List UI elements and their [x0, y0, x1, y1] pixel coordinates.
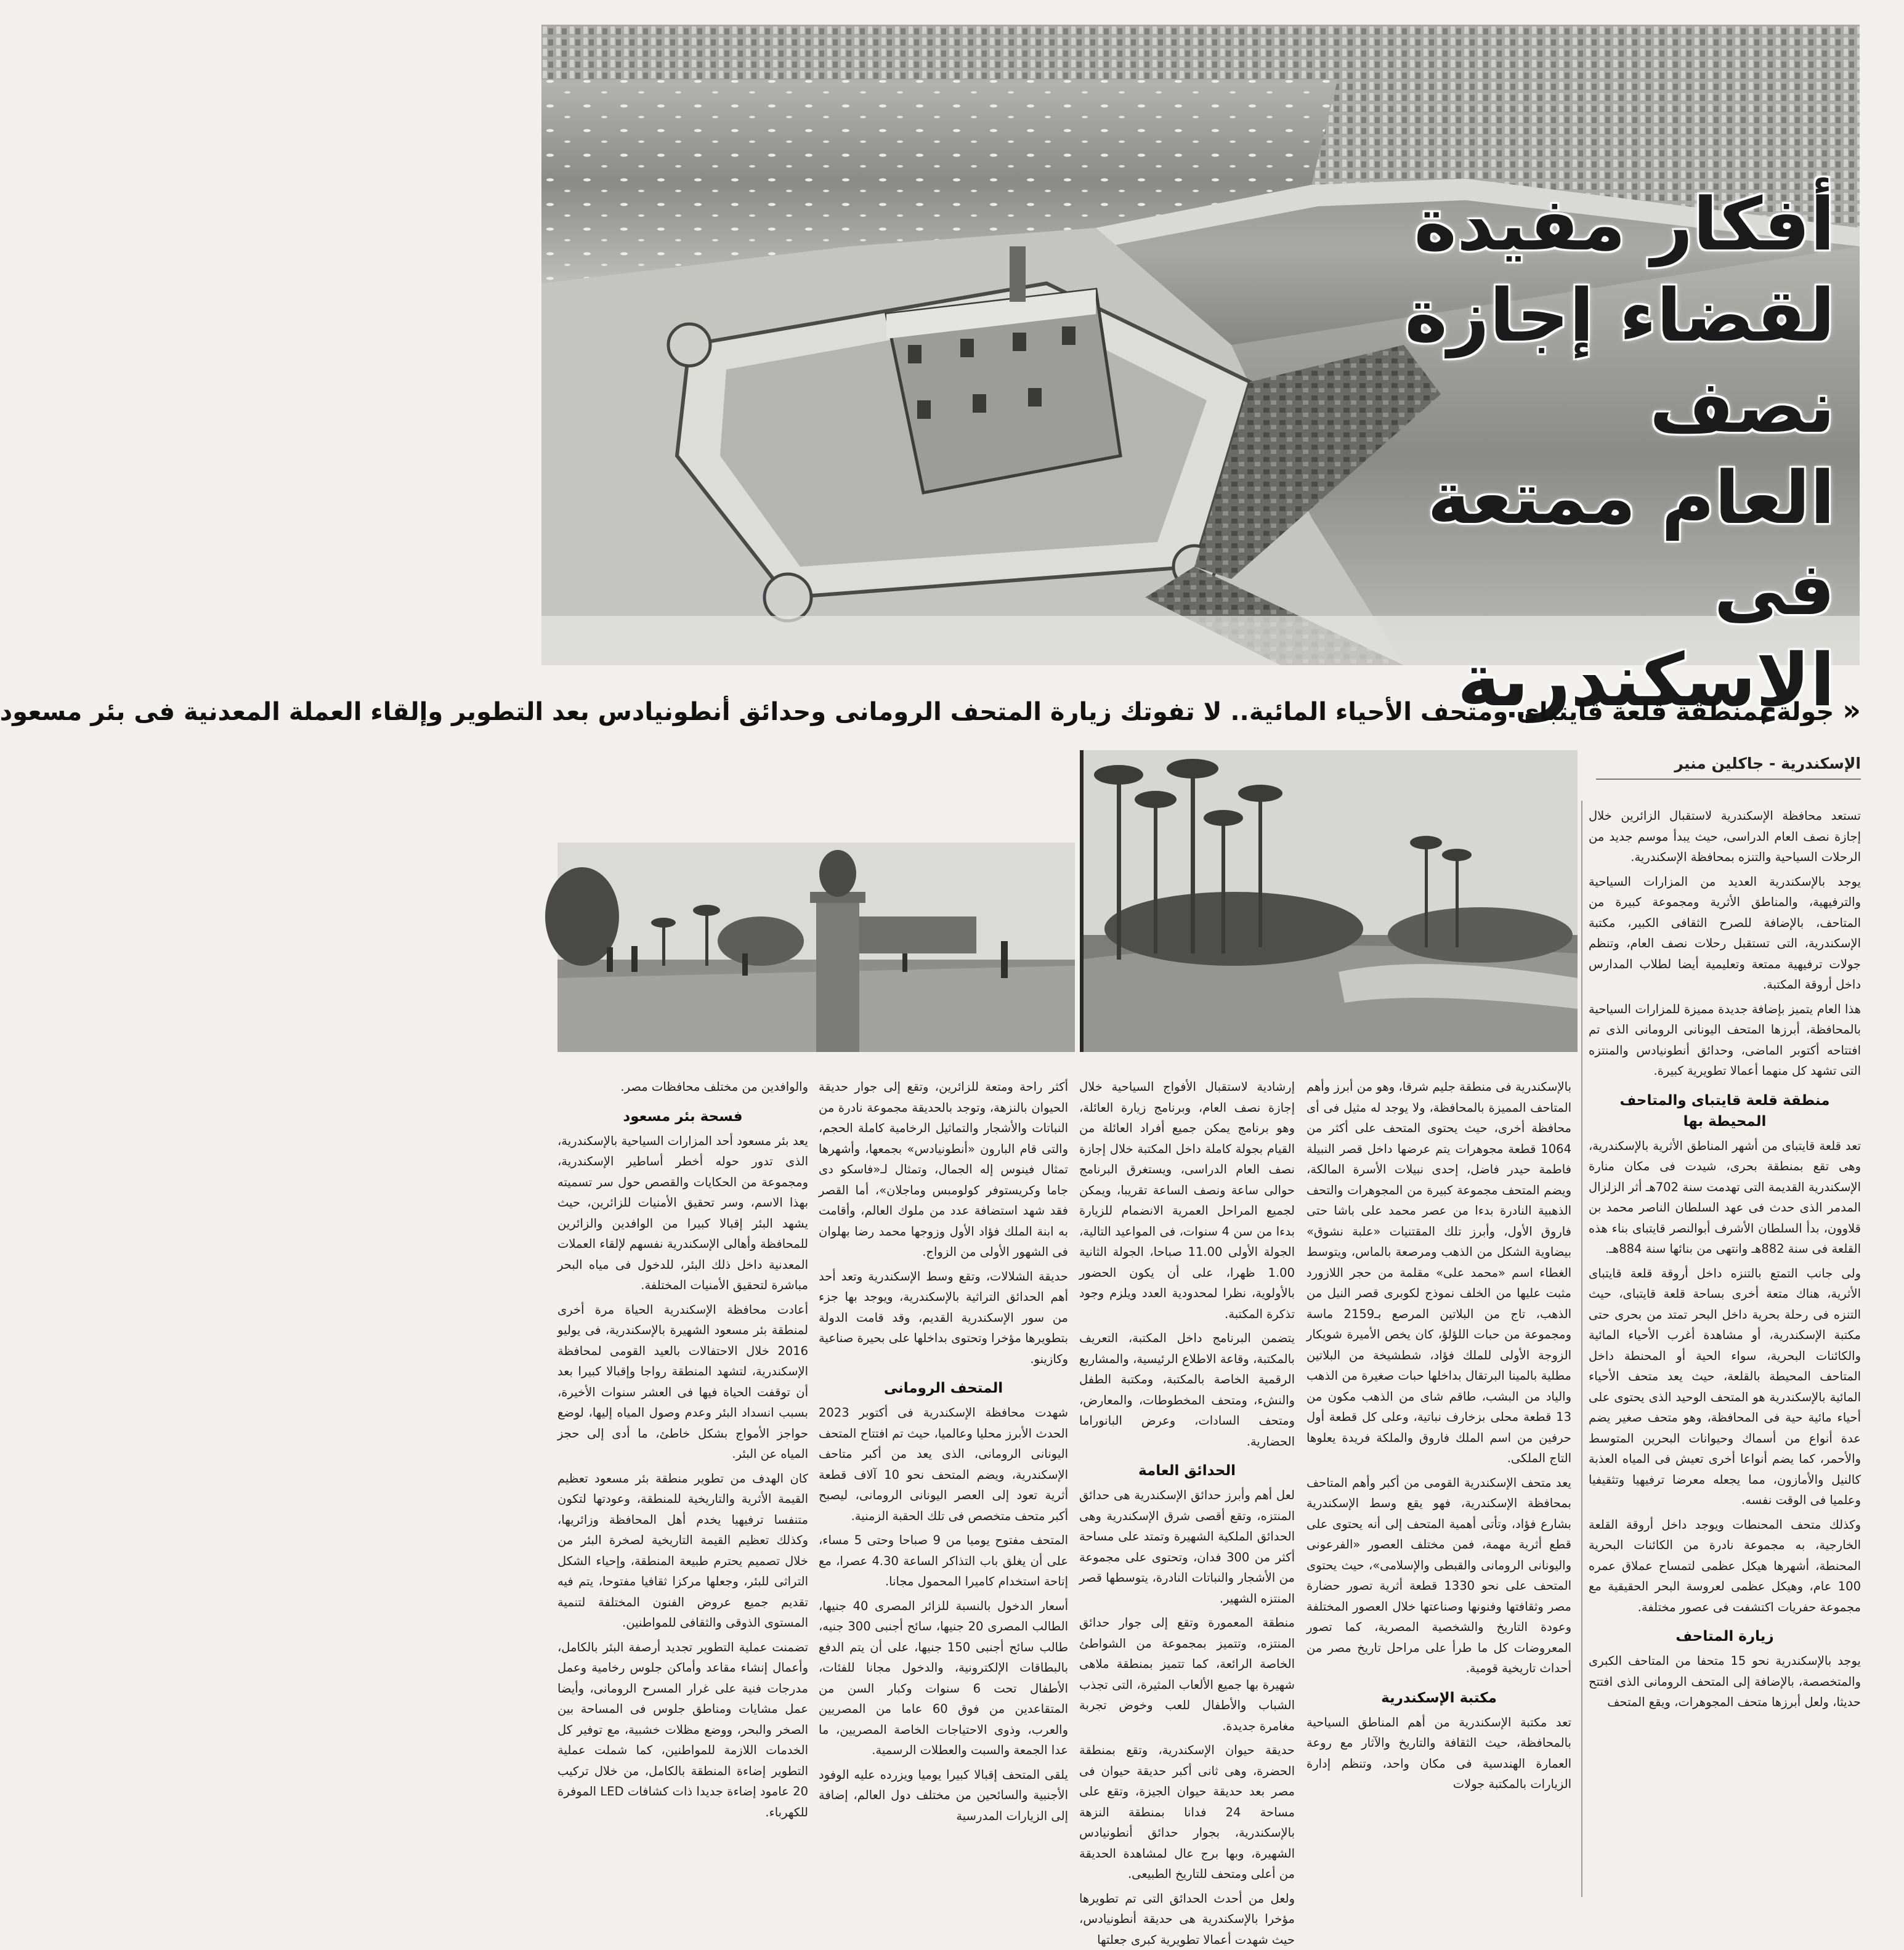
paragraph: يوجد بالإسكندرية العديد من المزارات السياحية والترفيهية، والمناطق الأثرية ومجموعة كبيرة من المتاحف، بالإضافة للصرح الثقافى الكبير، مكتبة الإسكندرية، التى تستقبل رحلات نصف العام، وتنظم جولات ترفيهية ممتعة وتعليمية أيضا لطلاب المدارس داخل أروقة المكتبة. [1589, 872, 1861, 995]
plaza-illustration [557, 843, 1075, 1052]
paragraph: حديقة الشلالات، وتقع وسط الإسكندرية وتعد أحد أهم الحدائق التراثية بالإسكندرية، ويوجد بها جزء من سور الإسكندرية القديم، وقد قامت الدولة بتطويرها مؤخرا وتحتوى بداخلها على بحيرة صناعية وكازينو. [819, 1266, 1068, 1370]
photo-antoniadis-gardens [1080, 750, 1578, 1052]
paragraph: تعد مكتبة الإسكندرية من أهم المناطق السياحية بالمحافظة، حيث الثقافة والتاريخ والآثار مع روعة العمارة الهندسية فى مكان واحد، وتنظم إدارة الزيارات بالمكتبة جولات [1306, 1712, 1571, 1795]
paragraph: شهدت محافظة الإسكندرية فى أكتوبر 2023 الحدث الأبرز محليا وعالميا، حيث تم افتتاح المتحف اليونانى الرومانى، الذى يعد من أكبر متاحف الإسكندرية، ويضم المتحف نحو 10 آلاف قطعة أثرية تعود إلى العصر اليونانى الرومانى، ليصبح أكبر متحف متخصص فى تلك الحقبة الزمنية. [819, 1402, 1068, 1526]
paragraph: بالإسكندرية فى منطقة جليم شرقا، وهو من أبرز وأهم المتاحف المميزة بالمحافظة، ولا يوجد له مثيل فى أى محافظة أخرى، حيث يحتوى المتحف على أكثر من 1064 قطعة مجوهرات يتم عرضها داخل قصر النبيلة فاطمة حيدر فاضل، إحدى نبيلات الأسرة المالكة، ويضم المتحف مجموعة كبيرة من المجوهرات والتحف الذهبية النادرة بدءا من عصر محمد على باشا حتى فاروق الأول، وأبرز تلك المقتنيات «علبة نشوق» بيضاوية الشكل من الذهب ومرصعة بالماس، ويتوسط الغطاء اسم «محمد على» مقلمة من حجر اللازورد مثبت عليها من الخلف نموذج لكوبرى قصر النيل من الذهب، تاج من البلاتين المرصع بـ2159 ماسة ومجموعة من حبات اللؤلؤ، كان يخص الأميرة شويكار الزوجة الأولى للملك فؤاد، شطشيخة من البلاتين مطلية بالمينا البرتقال بداخلها حبات صغيرة من الذهب والياد من البشب، طاقم شاى من الذهب مكون من 13 قطعة محلى بزخارف نباتية، وعلى كل قطعة أول حرفين من اسم الملك فاروق والملكة فريدة يعلوها التاج الملكى. [1306, 1077, 1571, 1469]
section-heading-gardens: الحدائق العامة [1079, 1460, 1295, 1481]
paragraph: حديقة حيوان الإسكندرية، وتقع بمنطقة الحضرة، وهى ثانى أكبر حديقة حيوان فى مصر بعد حديقة حيوان الجيزة، وتقع على مساحة 24 فدانا بمنطقة النزهة بالإسكندرية، بجوار حدائق أنطونيادس الشهيرة، وبها برج عال لمشاهدة الحديقة من أعلى ومتحف للتاريخ الطبيعى. [1079, 1740, 1295, 1885]
gardens-illustration [1080, 750, 1578, 1052]
paragraph: تستعد محافظة الإسكندرية لاستقبال الزائرين خلال إجازة نصف العام الدراسى، حيث يبدأ موسم جديد من الرحلات السياحية والتنزه بمحافظة الإسكندرية. [1589, 806, 1861, 868]
article-column-2 [1306, 1077, 1571, 1896]
section-heading-qaitbay: منطقة قلعة قايتباى والمتاحف المحيطة بها [1589, 1090, 1861, 1132]
headline-line-4: فى الإسكندرية [1367, 543, 1835, 726]
paragraph: أكثر راحة ومتعة للزائرين، وتقع إلى جوار حديقة الحيوان بالنزهة، وتوجد بالحديقة مجموعة نادرة من النباتات والأشجار والتماثيل الرخامية كاملة الحجم، والتى قام البارون «أنطونيادس» بجمعها، وأشهرها تمثال فينوس إله الجمال، وتمثال لـ«فاسكو دى جاما وكريستوفر كولومبس وماجلان»، أما القصر فقد شهد استضافة عدد من ملوك العالم، وأقامت به ابنة الملك فؤاد الأول وزوجها محمد رضا بهلوان فى الشهور الأولى من الزواج. [819, 1077, 1068, 1263]
newspaper-page [512, 0, 1904, 1920]
paragraph: تضمنت عملية التطوير تجديد أرصفة البئر بالكامل، وأعمال إنشاء مقاعد وأماكن جلوس رخامية وعمل مدرجات فنية على غرار المسرح الرومانى، وأيضا عمل مشايات ومناطق جلوس فى المساحة بين الصخر والبحر، ووضع مظلات خشبية، مع توفير كل الخدمات اللازمة للمواطنين، كما شملت عملية التطوير إضاءة المنطقة بالكامل، من خلال تركيب 20 عامود إضاءة جديدا ذات كشافات LED الموفرة للكهرباء. [557, 1637, 808, 1823]
paragraph: هذا العام يتميز بإضافة جديدة مميزة للمزارات السياحية بالمحافظة، أبرزها المتحف اليونانى الرومانى الذى تم افتتاحه أكتوبر الماضى، وحدائق أنطونيادس والمنتزه التى تشهد كل منهما أعمالا تطويرية كبيرة. [1589, 999, 1861, 1082]
paragraph: منطقة المعمورة وتقع إلى جوار حدائق المنتزه، وتتميز بمجموعة من الشواطئ الخاصة الرائعة، كما تتميز بمنطقة ملاهى شهيرة بها جميع الألعاب المثيرة، التى تجذب الشباب والأطفال للعب وخوض تجربة مغامرة جديدة. [1079, 1612, 1295, 1736]
paragraph: يعد بئر مسعود أحد المزارات السياحية بالإسكندرية، الذى تدور حوله أخطر أساطير الإسكندرية، ومجموعة من الحكايات والقصص حول سر تسميته بهذا الاسم، وسر تحقيق الأمنيات للزائرين، حيث يشهد البئر إقبالا كبيرا من الوافدين والزائرين للمحافظة وأهالى الإسكندرية نفسهم لإلقاء العملات المعدنية داخل ذلك البئر، للدخول فى مياه البحر مباشرة لتحقيق الأمنيات المختلفة. [557, 1131, 808, 1296]
paragraph: إرشادية لاستقبال الأفواج السياحية خلال إجازة نصف العام، وبرنامج زيارة العائلة، وهو برنامج يمكن جميع أفراد العائلة من القيام بجولة كاملة داخل المكتبة خلال إجازة نصف العام الدراسى، ويستغرق البرنامج حوالى ساعة ونصف الساعة تقريبا، ويمكن لجميع المراحل العمرية الانضمام للزيارة بدءا من سن 4 سنوات، فى المواعيد التالية، الجولة الأولى 11.00 صباحا، الجولة الثانية 1.00 ظهرا، على أن يكون الحضور بالأولوية، نظرا لمحدودية العدد ويلزم وجود تذكرة المكتبة. [1079, 1077, 1295, 1324]
paragraph: المتحف مفتوح يوميا من 9 صباحا وحتى 5 مساء، على أن يغلق باب التذاكر الساعة 4.30 عصرا، مع إتاحة استخدام كاميرا المحمول مجانا. [819, 1530, 1068, 1592]
main-headline [1367, 179, 1835, 726]
article-column-5 [557, 1077, 808, 1896]
paragraph: والوافدين من مختلف محافظات مصر. [557, 1077, 808, 1098]
article-column-4 [819, 1077, 1068, 1896]
paragraph: أسعار الدخول بالنسبة للزائر المصرى 40 جنيها، الطالب المصرى 20 جنيها، سائح أجنبى 300 جنيه، طالب سائح أجنبى 150 جنيها، على أن يتم الدفع بالبطاقات الإلكترونية، والدخول مجانا للفئات، الأطفال تحت 6 سنوات وكبار السن من المتقاعدين من فوق 60 عاما من المصريين والعرب، وذوى الاحتياجات الخاصة المصريين، ما عدا الجمعة والسبت والعطلات الرسمية. [819, 1596, 1068, 1761]
article-column-3 [1079, 1077, 1295, 1896]
section-heading-museums: زيارة المتاحف [1589, 1626, 1861, 1647]
headline-line-1: أفكار مفيدة [1367, 179, 1835, 270]
paragraph: أعادت محافظة الإسكندرية الحياة مرة أخرى لمنطقة بئر مسعود الشهيرة بالإسكندرية، فى يوليو 2016 خلال الاحتفالات بالعيد القومى لمحافظة الإسكندرية، لتشهد المنطقة رواجا وإقبالا كبيرا بعد أن توقفت الحياة فيها فى العشر سنوات الأخيرة، بسبب انسداد البئر وعدم وصول المياه إليها، لوضع حواجز الأمواج بشكل خاطئ، ما أدى إلى حجز المياه عن البئر. [557, 1300, 808, 1465]
hero-photo-qaitbay-citadel [541, 25, 1860, 665]
column-divider [1581, 801, 1582, 1897]
subtitle-text: جولة بمنطقة قلعة قايتباى ومتحف الأحياء المائية.. لا تفوتك زيارة المتحف الرومانى وحدائق أنطونيادس بعد التطوير وإلقاء العملة المعدنية فى بئر مسعود [0, 698, 1834, 726]
headline-line-3: العام ممتعة [1367, 452, 1835, 543]
photo-bibliotheca-alexandrina-plaza [557, 843, 1075, 1052]
paragraph: ولعل من أحدث الحدائق التى تم تطويرها مؤخرا بالإسكندرية هى حديقة أنطونيادس، حيث شهدت أعمالا تطويرية كبرى جعلتها [1079, 1888, 1295, 1950]
section-heading-roman-museum: المتحف الرومانى [819, 1378, 1068, 1399]
paragraph: تعد قلعة قايتباى من أشهر المناطق الأثرية بالإسكندرية، وهى تقع بمنطقة بحرى، شيدت فى مكان منارة الإسكندرية القديمة التى تهدمت سنة 702هـ أثر الزلزال المدمر الذى حدث فى عهد السلطان الناصر محمد بن قلاوون، بدأ السلطان الأشرف أبوالنصر قايتباى بناء هذه القلعة فى سنة 882هـ وانتهى من بنائها سنة 884هـ. [1589, 1136, 1861, 1260]
headline-line-2: لقضاء إجازة نصف [1367, 270, 1835, 452]
byline: الإسكندرية - جاكلين منير [1596, 755, 1861, 780]
paragraph: وكذلك متحف المحنطات ويوجد داخل أروقة القلعة الخارجية، به مجموعة نادرة من الكائنات البحرية المحنطة، أشهرها هيكل عظمى لتمساح عملاق عمره 100 عام، وهيكل عظمى لعروسة البحر الحقيقية مع مجموعة حفريات اكتشفت فى عصور مختلفة. [1589, 1515, 1861, 1618]
paragraph: ولى جانب التمتع بالتنزه داخل أروقة قلعة قايتباى الأثرية، هناك متعة أخرى بساحة قلعة قايتباى، حيث التنزه فى رحلة بحرية داخل البحر تمتد من بحرى حتى مكتبة الإسكندرية، أو مشاهدة أغرب الأحياء المائية والكائنات البحرية، سواء الحية أو المحنطة داخل المتاحف المحيطة بالقلعة، حيث يعد متحف الأحياء المائية بالإسكندرية هو المتحف الوحيد الذى يحتوى على أحياء مائية حية فى المحافظة، وهو متحف صغير يضم عدة أنواع من أسماك وحيوانات البحرين المتوسط والأحمر، كما يضم أنواعا أخرى تعيش فى المياه العذبة كالنيل والأمازون، مما يجعله معرضا ترفيهيا وتثقيفيا وعلميا فى الوقت نفسه. [1589, 1263, 1861, 1511]
double-chevron-icon: « [1842, 694, 1861, 727]
article-column-1 [1589, 806, 1861, 1896]
subtitle [556, 689, 1861, 732]
paragraph: يلقى المتحف إقبالا كبيرا يوميا ويزرده عليه الوفود الأجنبية والسائحين من مختلف دول العالم، إضافة إلى الزيارات المدرسية [819, 1765, 1068, 1827]
section-heading-library: مكتبة الإسكندرية [1306, 1688, 1571, 1709]
paragraph: يوجد بالإسكندرية نحو 15 متحفا من المتاحف الكبرى والمتخصصة، بالإضافة إلى المتحف الرومانى الذى افتتح حديثا، ولعل أبرزها متحف المجوهرات، ويقع المتحف [1589, 1651, 1861, 1713]
section-heading-masoud-well: فسحة بئر مسعود [557, 1106, 808, 1127]
paragraph: كان الهدف من تطوير منطقة بئر مسعود تعظيم القيمة الأثرية والتاريخية للمنطقة، وعودتها لتكون متنفسا ترفيهيا يخدم أهل المحافظة وزائريها، وكذلك تعظيم القيمة التاريخية لصخرة البئر من خلال تصميم يحترم طبيعة المنطقة، وإحياء الشكل التراثى للبئر، وجعلها مركزا ثقافيا مفتوحا، يتم فيه تقديم جميع عروض الفنون المختلفة لتنمية المستوى الذوقى والثقافى للمواطنين. [557, 1468, 808, 1633]
paragraph: لعل أهم وأبرز حدائق الإسكندرية هى حدائق المنتزه، وتقع أقصى شرق الإسكندرية وهى الحدائق الملكية الشهيرة وتمتد على مساحة أكثر من 300 فدان، وتحتوى على مجموعة من الأشجار والنباتات النادرة، يتوسطها قصر المنتزه الشهير. [1079, 1485, 1295, 1609]
paragraph: يتضمن البرنامج داخل المكتبة، التعريف بالمكتبة، وقاعة الاطلاع الرئيسية، والمشاريع الرقمية الخاصة بالمكتبة، ومكتبة الطفل والنشء، ومتحف المخطوطات، والمعارض، ومتحف السادات، وعرض البانوراما الحضارية. [1079, 1328, 1295, 1452]
paragraph: يعد متحف الإسكندرية القومى من أكبر وأهم المتاحف بمحافظة الإسكندرية، فهو يقع وسط الإسكندرية بشارع فؤاد، وتأتى أهمية المتحف إلى أنه يحتوى على قطع أثرية مهمة، فمن مختلف العصور «الفرعونى واليونانى الرومانى والقبطى والإسلامى»، حيث يحتوى المتحف على نحو 1330 قطعة أثرية تصور حضارة مصر وثقافتها وفنونها وصناعتها خلال العصور المختلفة وعودة التاريخ والشخصية المصرية، كما تصور المعروضات كل ما طرأ على مراحل تاريخ مصر من أحداث تاريخية قومية. [1306, 1473, 1571, 1679]
